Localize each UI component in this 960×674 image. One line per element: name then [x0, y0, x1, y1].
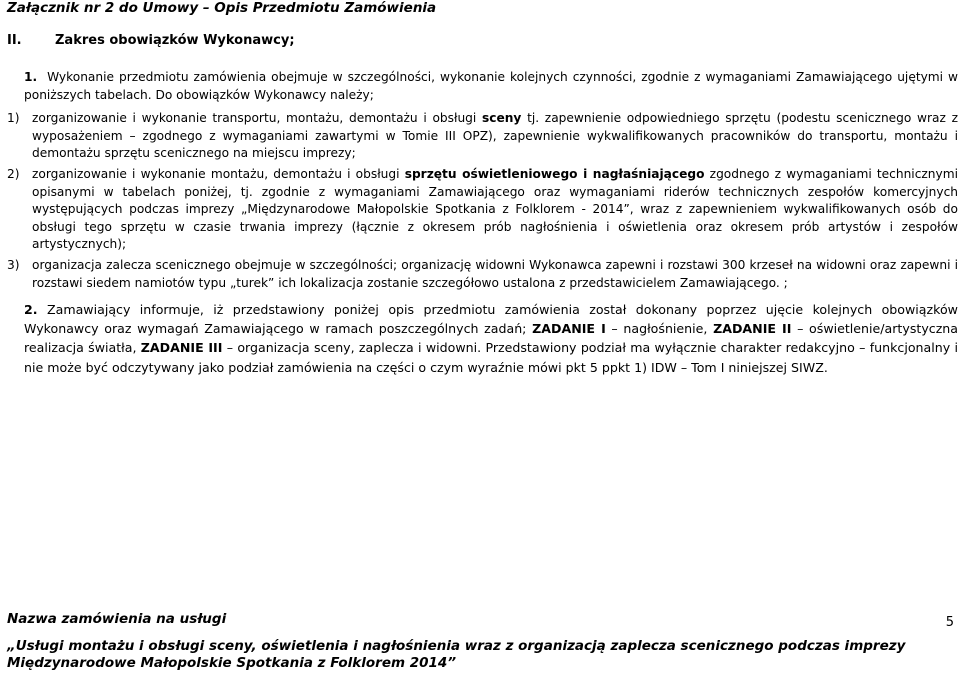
- attachment-title: Załącznik nr 2 do Umowy – Opis Przedmiotu Zamówienia: [7, 0, 437, 16]
- list-item-number: 2): [7, 167, 20, 181]
- section-number: II.: [7, 33, 22, 48]
- list-item-text: zorganizowanie i wykonanie transportu, montażu, demontażu i obsługi sceny tj. zapewnienie odpowiedniego sprzętu (podestu scenicznego wraz z wyposażeniem – zgodnego z wymaganiami zawartymi w Tomie III OPZ), zapewnienie wykwalifikowanych pracowników do transportu, montażu i demontażu sprzętu scenicznego na miejscu imprezy;: [32, 111, 958, 161]
- paragraph-1-text: Wykonanie przedmiotu zamówienia obejmuje w szczególności, wykonanie kolejnych czynności, zgodnie z wymaganiami Zamawiającego ujętymi w poniższych tabelach. Do obowiązków Wykonawcy należy;: [24, 70, 959, 102]
- paragraph-2-number: 2.: [24, 302, 38, 317]
- list-item-number: 1): [7, 111, 20, 125]
- footer-service-title: „Usługi montażu i obsługi sceny, oświetlenia i nagłośnienia wraz z organizacją zaplecza scenicznego podczas imprezy Międzynarodowe Małopolskie Spotkania z Folklorem 2014”: [7, 638, 906, 671]
- paragraph-1: [24, 69, 958, 104]
- list-item-emphasis: sprzętu oświetleniowego i nagłaśniającego: [404, 167, 705, 181]
- paragraph-1-number: 1.: [24, 70, 38, 84]
- footer-service-name-label: Nazwa zamówienia na usługi: [7, 611, 227, 627]
- task-1-label: ZADANIE I: [532, 321, 606, 337]
- page-number: 5: [945, 615, 954, 630]
- section-heading: [7, 32, 295, 49]
- list-item-number: 3): [7, 258, 20, 272]
- section-title: Zakres obowiązków Wykonawcy;: [55, 33, 295, 48]
- paragraph-2: 2. Zamawiający informuje, iż przedstawiony poniżej opis przedmiotu zamówienia został dokonany poprzez ujęcie kolejnych obowiązków Wykonawcy oraz wymagań Zamawiającego w ramach poszczególnych zadań; ZADANIE I – nagłośnienie, ZADANIE II – oświetlenie/artystyczna realizacja światła, ZADANIE III – organizacja sceny, zaplecza i widowni. Przedstawiony podział ma wyłącznie charakter redakcyjno – funkcjonalny i nie może być odczytywany jako podział zamówienia na części o czym wyraźnie mówi pkt 5 ppkt 1) IDW – Tom I niniejszej SIWZ.: [24, 302, 959, 375]
- list-item-text: organizacja zalecza scenicznego obejmuje w szczególności; organizację widowni Wykonawca zapewni i rozstawi 300 krzeseł na widowni oraz zapewni i rozstawi siedem namiotów typu „turek” ich lokalizacja zostanie szczegółowo ustalona z przedstawicielem Zamawiającego. ;: [32, 258, 958, 290]
- task-3-label: ZADANIE III: [140, 340, 223, 356]
- list-item-emphasis: sceny: [482, 111, 522, 125]
- list-item-text: zorganizowanie i wykonanie montażu, demontażu i obsługi sprzętu oświetleniowego i nagłaśniającego zgodnego z wymaganiami technicznymi opisanymi w tabelach poniżej, tj. zgodnie z wymaganiami Zamawiającego oraz wymaganiami riderów technicznych zespołów komercyjnych występujących podczas imprezy „Międzynarodowe Małopolskie Spotkania z Folklorem - 2014”, wraz z zapewnieniem wykwalifikowanych osób do obsługi tego sprzętu w czasie trwania imprezy (łącznie z okresem prób nagłośnienia i oświetlenia oraz okresem prób artystów i zespołów artystycznych);: [32, 167, 958, 252]
- task-2-label: ZADANIE II: [713, 321, 792, 337]
